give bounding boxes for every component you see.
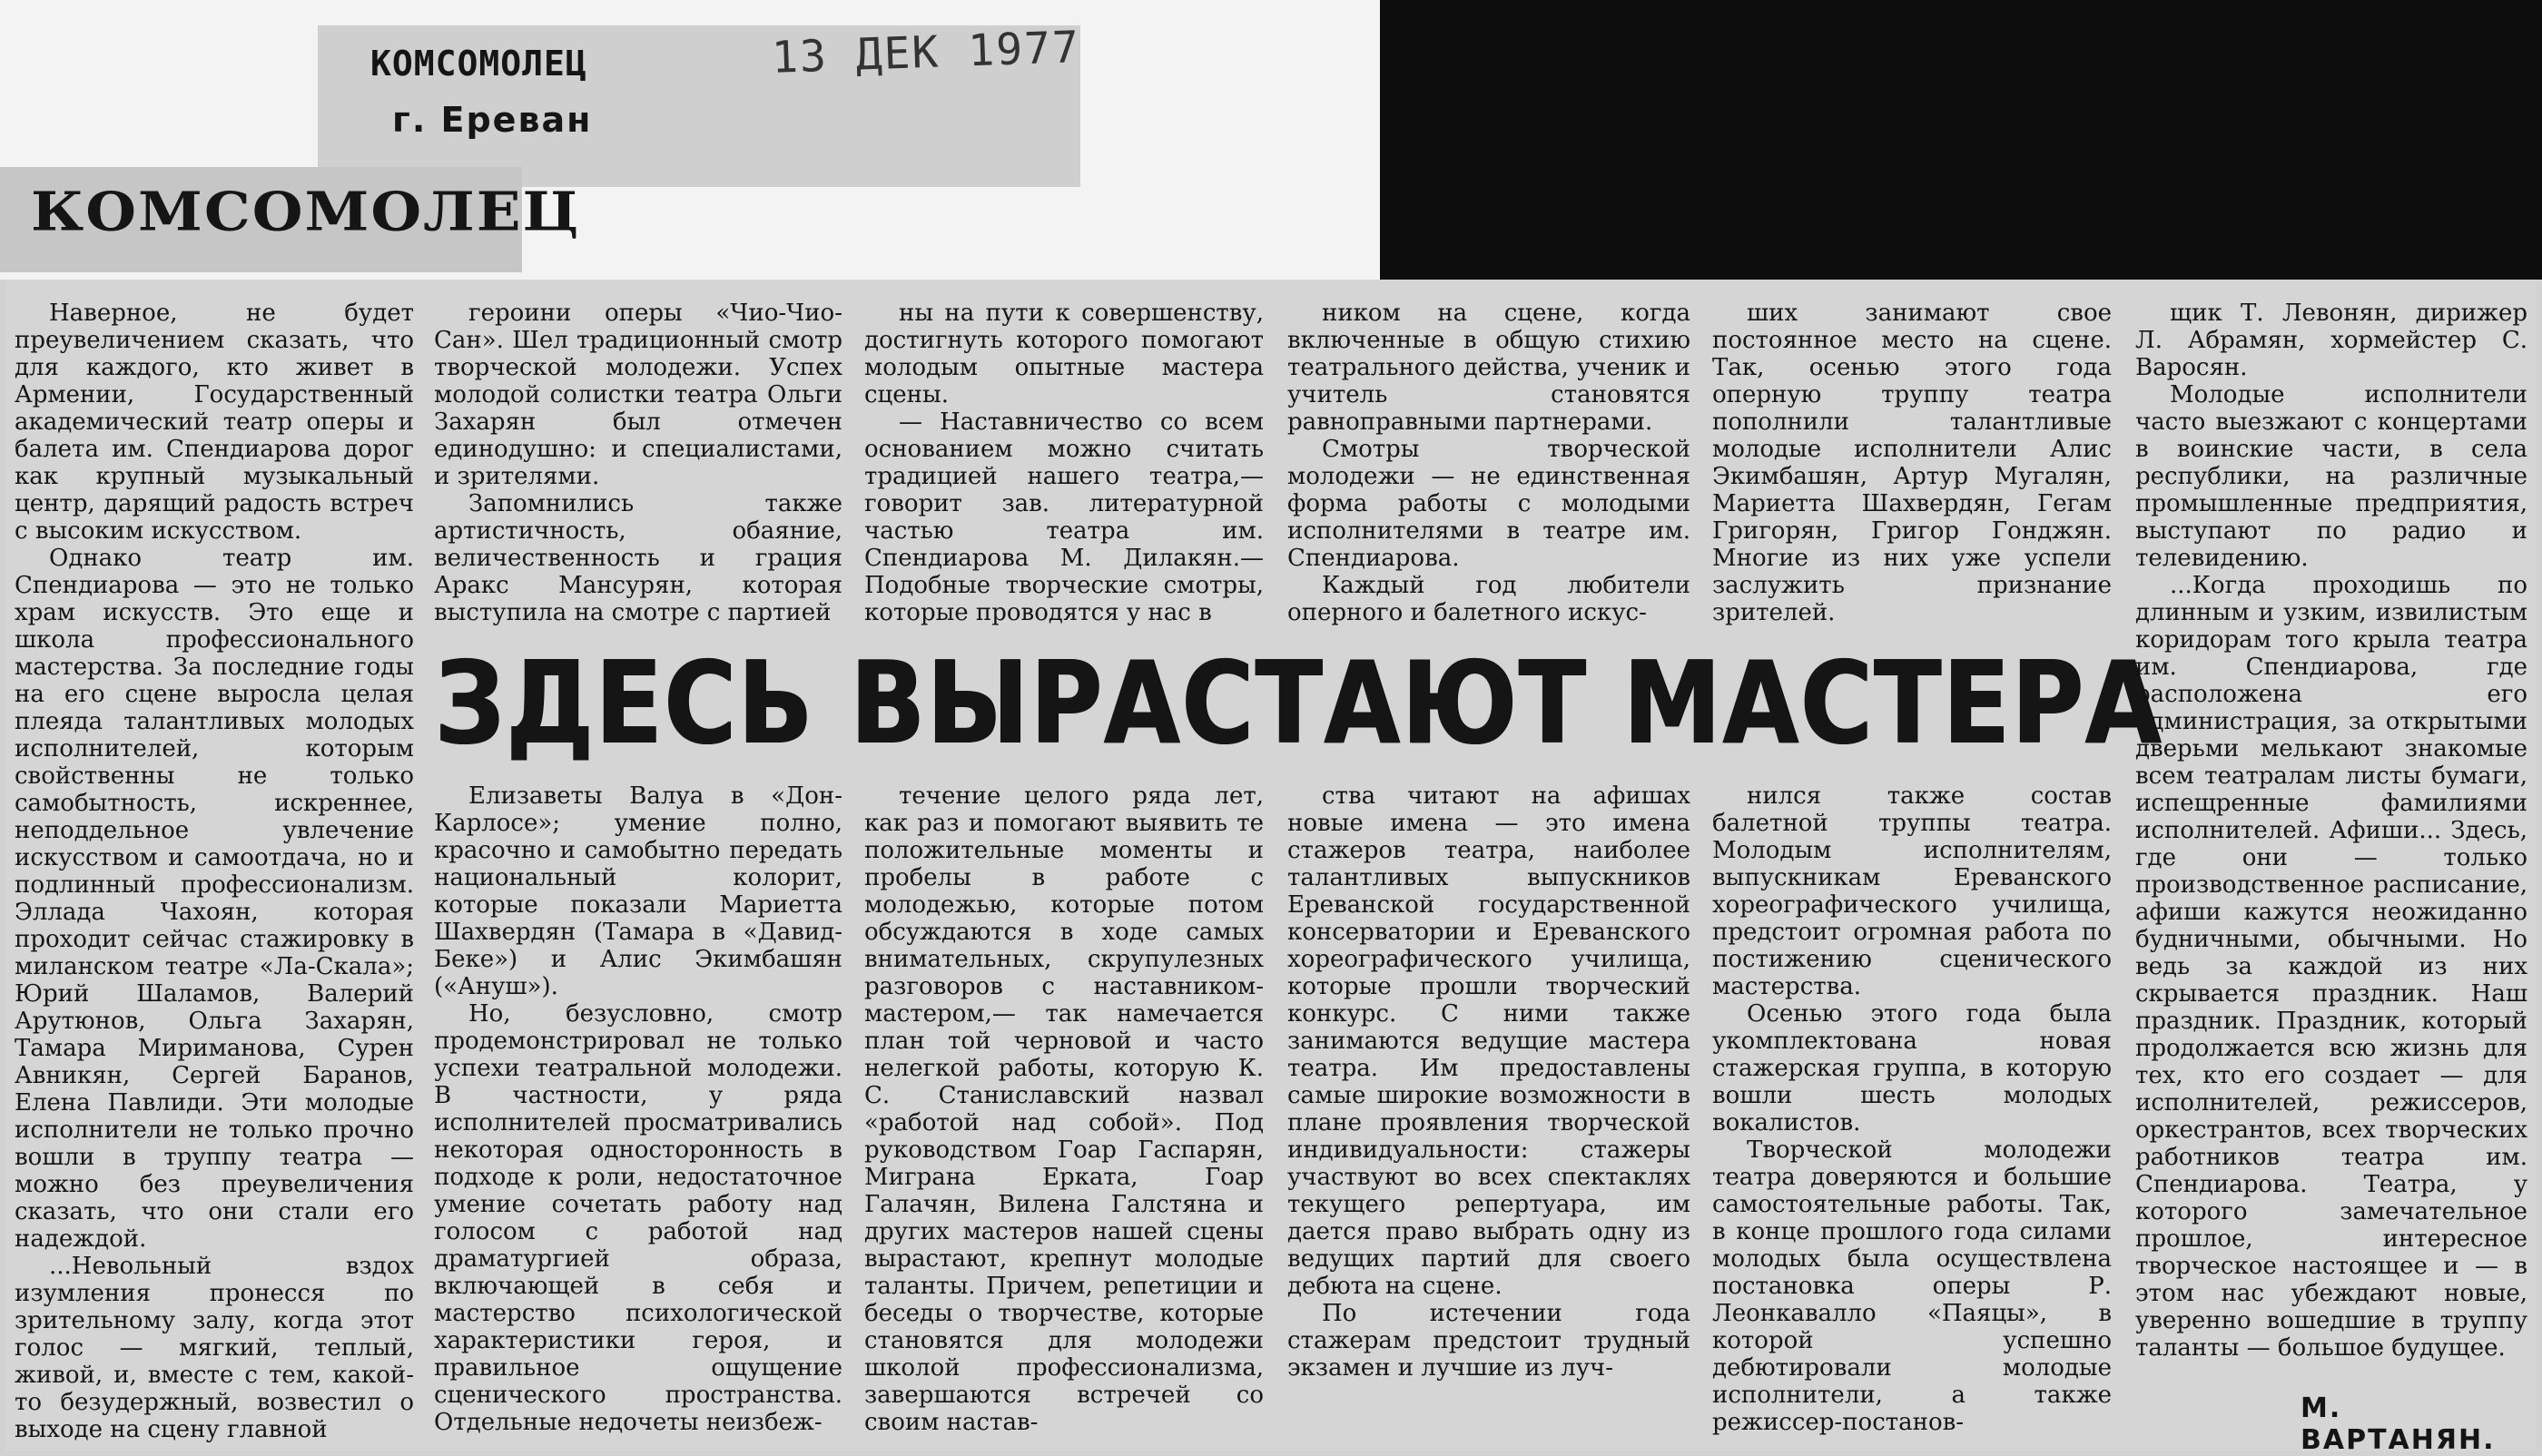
paragraph: течение целого ряда лет, как раз и помогают выявить те положительные моменты и пробелы в работе с молодежью, которые потом обсуждаются в ходе самых внимательных, скрупулезных разговоров с наставником-мастером,— так намечается план той черновой и часто нелегкой работы, которую К. С. Станиславский назвал «работой над собой». Под руководством Гоар Гаспарян, Миграна Ерката, Гоар Галачян, Вилена Галстяна и других мастеров нашей сцены вырастают, крепнут молодые таланты. Причем, репетиции и беседы о творчестве, которые становятся для молодежи школой профессионализма, завершаются встречей со своим настав- bbox=[864, 782, 1264, 1436]
paragraph: Осенью этого года была укомплектована новая стажерская группа, в которую вошли шесть молодых вокалистов. bbox=[1712, 1000, 2112, 1136]
paragraph: Однако театр им. Спендиарова — это не только храм искусств. Это еще и школа профессионального мастерства. За последние годы на его сцене выросла целая плеяда талантливых молодых исполнителей, которым свойственны не только самобытность, искреннее, неподдельное увлечение искусством и самоотдача, но и подлинный профессионализм. Эллада Чахоян, которая проходит сейчас стажировку в миланском театре «Ла-Скала»; Юрий Шаламов, Валерий Арутюнов, Ольга Захарян, Тамара Мириманова, Сурен Авникян, Сергей Баранов, Елена Павлиди. Эти молодые исполнители не только прочно вошли в труппу театра — можно без преувеличения сказать, что они стали его надеждой. bbox=[15, 545, 414, 1253]
paragraph: ства читают на афишах новые имена — это имена стажеров театра, наиболее талантливых выпускников Ереванской государственной консерватории и Ереванского хореографического училища, которые прошли творческий конкурс. С ними также занимаются ведущие мастера театра. Им предоставлены самые широкие возможности в плане проявления творческой индивидуальности: стажеры участвуют во всех спектаклях текущего репертуара, им дается право выбрать одну из ведущих партий для своего дебюта на сцене. bbox=[1287, 782, 1690, 1300]
article-column-5-bottom bbox=[1712, 782, 2112, 1445]
article-column-3-bottom bbox=[864, 782, 1264, 1445]
paragraph: нился также состав балетной труппы театра. Молодым исполнителям, выпускникам Ереванского хореографического училища, предстоит огромная работа по постижению сценического мастерства. bbox=[1712, 782, 2112, 1000]
date-stamp: 13 ДЕК 1977 bbox=[771, 22, 1081, 84]
article-column-4-bottom bbox=[1287, 782, 1690, 1445]
paragraph: ...Невольный вздох изумления пронесся по зрительному залу, когда этот голос — мягкий, теплый, живой, и, вместе с тем, какой-то безудержный, возвестил о выходе на сцену главной bbox=[15, 1253, 414, 1443]
article-headline: ЗДЕСЬ ВЫРАСТАЮТ МАСТЕРА bbox=[434, 636, 2163, 770]
paragraph: щик Т. Левонян, дирижер Л. Абрамян, хормейстер С. Варосян. bbox=[2135, 300, 2527, 381]
paragraph: Наверное, не будет преувеличением сказать, что для каждого, кто живет в Армении, Государственный академический театр оперы и балета им. Спендиарова дорог как крупный музыкальный центр, дарящий радость встреч с высоким искусством. bbox=[15, 300, 414, 545]
paragraph: ших занимают свое постоянное место на сцене. Так, осенью этого года оперную труппу театра пополнили талантливые молодые исполнители Алис Экимбашян, Артур Мугалян, Мариетта Шахвердян, Гегам Григорян, Григор Гонджян. Многие из них уже успели заслужить признание зрителей. bbox=[1712, 300, 2112, 626]
author-signature: М. ВАРТАНЯН. bbox=[2301, 1392, 2496, 1456]
paragraph: — Наставничество со всем основанием можно считать традицией нашего театра,— говорит зав. литературной частью театра им. Спендиарова М. Дилакян.— Подобные творческие смотры, которые проводятся у нас в bbox=[864, 408, 1264, 626]
article-column-6 bbox=[2135, 300, 2527, 1385]
paragraph: По истечении года стажерам предстоит трудный экзамен и лучшие из луч- bbox=[1287, 1300, 1690, 1382]
stamp-city: г. Ереван bbox=[392, 100, 593, 140]
paragraph: героини оперы «Чио-Чио-Сан». Шел традиционный смотр творческой молодежи. Успех молодой солистки театра Ольги Захарян был отмечен единодушно: и специалистами, и зрителями. bbox=[434, 300, 842, 490]
paragraph: Творческой молодежи театра доверяются и большие самостоятельные работы. Так, в конце прошлого года силами молодых была осуществлена постановка оперы Р. Леонкавалло «Паяцы», в которой успешно дебютировали молодые исполнители, а также режиссер-постанов- bbox=[1712, 1136, 2112, 1436]
paragraph: ны на пути к совершенству, достигнуть которого помогают молодым опытные мастера сцены. bbox=[864, 300, 1264, 408]
paragraph: ником на сцене, когда включенные в общую стихию театрального действа, ученик и учитель становятся равноправными партнерами. bbox=[1287, 300, 1690, 436]
article-column-1 bbox=[15, 300, 414, 1445]
paragraph: Молодые исполнители часто выезжают с концертами в воинские части, в села республики, на различные промышленные предприятия, выступают по радио и телевидению. bbox=[2135, 381, 2527, 572]
paragraph: ...Когда проходишь по длинным и узким, извилистым коридорам того крыла театра им. Спендиарова, где расположена его администрация, за открытыми дверьми мелькают знакомые всем театралам листы бумаги, испещренные фамилиями исполнителей. Афиши... Здесь, где они — только производственное расписание, афиши кажутся неожиданно будничными, обычными. Но ведь за каждой из них скрывается праздник. Наш праздник. Праздник, который продолжается всю жизнь для тех, кто его создает — для исполнителей, режиссеров, оркестрантов, всех творческих работников театра им. Спендиарова. Театра, у которого замечательное прошлое, интересное творческое настоящее и — в этом нас убеждают новые, уверенно вошедшие в труппу таланты — большое будущее. bbox=[2135, 572, 2527, 1362]
paragraph: Елизаветы Валуа в «Дон-Карлосе»; умение полно, красочно и самобытно передать национальный колорит, которые показали Мариетта Шахвердян (Тамара в «Давид-Беке») и Алис Экимбашян («Ануш»). bbox=[434, 782, 842, 1000]
paragraph: Но, безусловно, смотр продемонстрировал не только успехи театральной молодежи. В частности, у ряда исполнителей просматривались некоторая односторонность в подходе к роли, недостаточное умение сочетать работу над голосом с работой над драматургией образа, включающей в себя и мастерство психологической характеристики героя, и правильное ощущение сценического пространства. Отдельные недочеты неизбеж- bbox=[434, 1000, 842, 1436]
article-column-4-top bbox=[1287, 300, 1690, 626]
scan-black-margin bbox=[1380, 0, 2542, 280]
article-column-5-top bbox=[1712, 300, 2112, 626]
article-column-2-bottom bbox=[434, 782, 842, 1445]
paragraph: Каждый год любители оперного и балетного искус- bbox=[1287, 572, 1690, 626]
stamp-newspaper-name: КОМСОМОЛЕЦ bbox=[370, 44, 587, 84]
article-column-3-top bbox=[864, 300, 1264, 626]
paragraph: Смотры творческой молодежи — не единственная форма работы с молодыми исполнителями в театре им. Спендиарова. bbox=[1287, 436, 1690, 572]
paragraph: Запомнились также артистичность, обаяние, величественность и грация Аракс Мансурян, которая выступила на смотре с партией bbox=[434, 490, 842, 626]
article-column-2-top bbox=[434, 300, 842, 626]
newspaper-masthead: КОМСОМОЛЕЦ bbox=[31, 181, 581, 243]
